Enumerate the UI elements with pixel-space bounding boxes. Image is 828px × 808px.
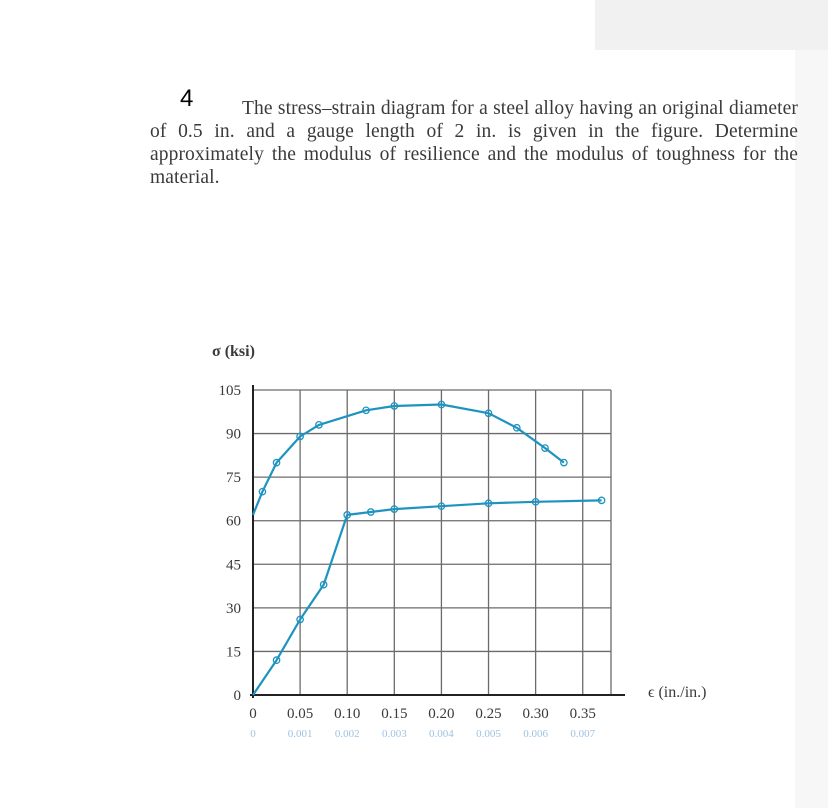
data-point [561, 459, 567, 465]
y-tick-label: 75 [226, 470, 241, 487]
problem-statement: The stress–strain diagram for a steel alloy having an original diameter of 0.5 in. and a gauge length of 2 in. is given in the figure. Determine approximately the modulus of resilience and the modulus of toughness for the material. [150, 98, 798, 188]
y-tick-label: 15 [226, 644, 241, 661]
x-tick-label-lower: 0.002 [334, 728, 360, 740]
problem-number: 4 [180, 85, 194, 112]
x-tick-label: 0 [249, 706, 257, 722]
x-tick-label-lower: 0.003 [381, 728, 407, 740]
y-tick-label: 45 [226, 557, 241, 574]
x-tick-label-lower: 0.001 [287, 728, 313, 740]
x-axis-label: ϵ (in./in.) [648, 684, 707, 701]
y-tick-label: 0 [233, 688, 241, 704]
y-tick-label: 30 [226, 600, 241, 617]
x-tick-label: 0.15 [381, 706, 408, 722]
x-tick-label: 0.20 [428, 706, 455, 722]
y-tick-label: 90 [226, 426, 241, 443]
x-tick-label-lower: 0.006 [523, 728, 549, 740]
y-axis-label: σ (ksi) [212, 343, 255, 360]
x-tick-label: 0.30 [522, 706, 549, 722]
series-curve-2 [253, 500, 602, 695]
x-tick-label-lower: 0.007 [570, 728, 596, 740]
x-tick-label-lower: 0 [250, 728, 256, 740]
x-tick-label: 0.10 [334, 706, 361, 722]
y-tick-label: 60 [226, 513, 241, 530]
x-tick-label-lower: 0.005 [476, 728, 501, 740]
x-tick-label-lower: 0.004 [429, 728, 454, 740]
x-tick-label: 0.25 [475, 706, 502, 722]
y-tick-label: 105 [218, 383, 241, 399]
x-tick-label: 0.35 [569, 706, 596, 722]
x-tick-label: 0.05 [286, 706, 314, 722]
chart-labels [212, 343, 706, 740]
